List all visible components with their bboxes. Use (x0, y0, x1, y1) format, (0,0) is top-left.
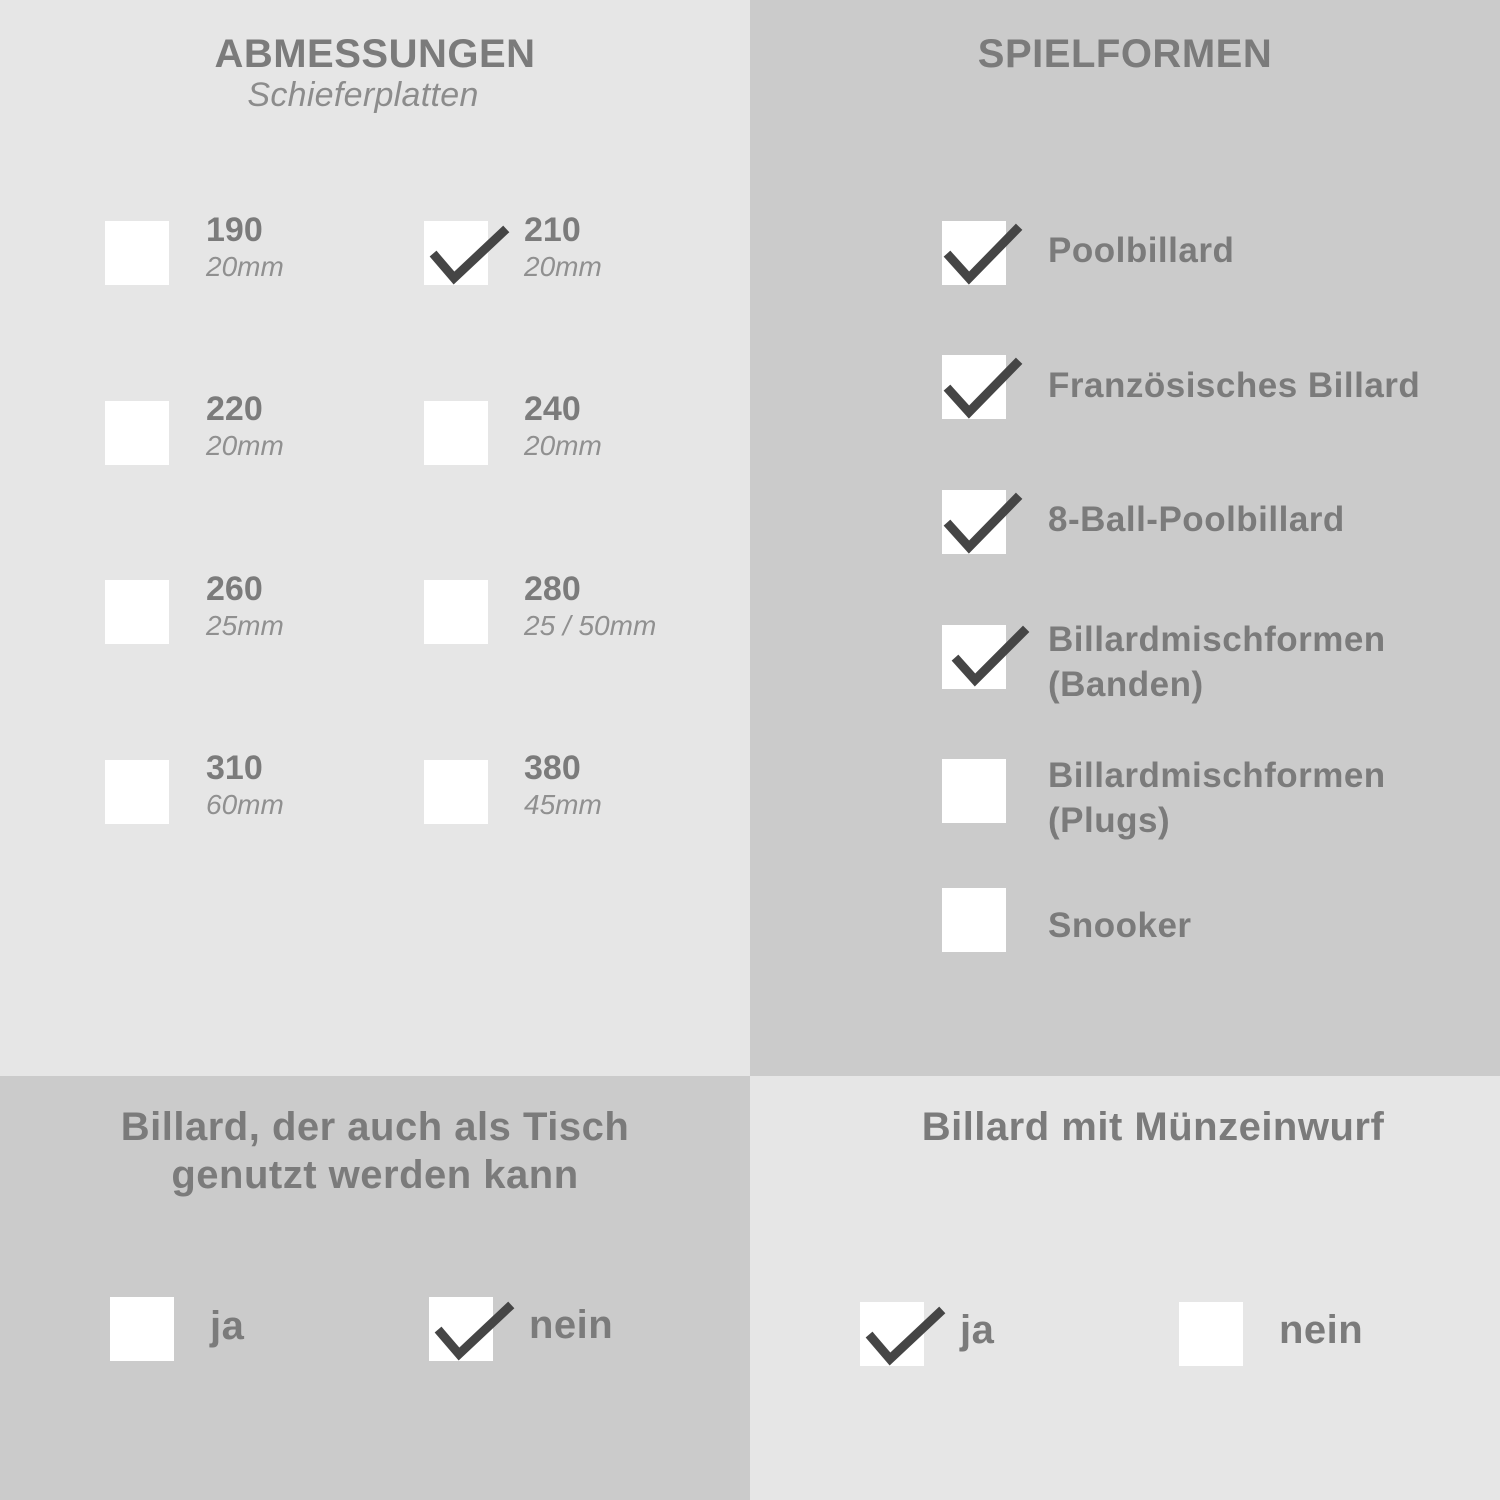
poolbillard-checkmark-icon (938, 212, 1034, 292)
tisch-ja-label: ja (210, 1304, 245, 1348)
size-380-label: 380 (524, 749, 581, 787)
poolbillard-label: Poolbillard (1048, 231, 1235, 270)
size-280-label: 280 (524, 570, 581, 608)
size-210-label: 210 (524, 211, 581, 249)
8-ball-poolbillard-checkmark-icon (938, 481, 1034, 561)
size-280-thickness: 25 / 50mm (524, 610, 657, 641)
size-220-label: 220 (206, 390, 263, 428)
franzoesisches-billard-checkmark-icon (938, 346, 1034, 426)
tisch-nein-label: nein (529, 1303, 614, 1347)
spielformen-title: SPIELFORMEN (977, 32, 1273, 76)
8-ball-poolbillard-label: 8-Ball-Poolbillard (1048, 500, 1345, 539)
size-260-thickness: 25mm (206, 610, 284, 641)
size-220-checkbox[interactable] (105, 401, 169, 465)
size-190-thickness: 20mm (206, 251, 284, 282)
size-220-thickness: 20mm (206, 430, 284, 461)
snooker-label: Snooker (1048, 906, 1192, 945)
tisch-panel (0, 1076, 750, 1500)
tisch-nein-checkmark-icon (425, 1288, 521, 1368)
spielformen-panel (750, 0, 1500, 1076)
billardmischformen-banden-checkmark-icon (938, 616, 1034, 696)
size-280-checkbox[interactable] (424, 580, 488, 644)
size-240-thickness: 20mm (524, 430, 602, 461)
size-310-checkbox[interactable] (105, 760, 169, 824)
franzoesisches-billard-label: Französisches Billard (1048, 366, 1421, 405)
muenzeinwurf-panel (750, 1076, 1500, 1500)
size-380-checkbox[interactable] (424, 760, 488, 824)
billardmischformen-plugs-checkbox[interactable] (942, 759, 1006, 823)
size-310-label: 310 (206, 749, 263, 787)
size-190-label: 190 (206, 211, 263, 249)
muenzeinwurf-ja-label: ja (960, 1308, 995, 1352)
muenzeinwurf-title: Billard mit Münzeinwurf (921, 1105, 1385, 1149)
muenzeinwurf-nein-checkbox[interactable] (1179, 1302, 1243, 1366)
size-260-checkbox[interactable] (105, 580, 169, 644)
tisch-title-line1: Billard, der auch als Tisch (120, 1105, 630, 1149)
size-260-label: 260 (206, 570, 263, 608)
size-310-thickness: 60mm (206, 789, 284, 820)
abmessungen-panel (0, 0, 750, 1076)
billardmischformen-banden-label-line1: Billardmischformen (1048, 620, 1386, 659)
tisch-ja-checkbox[interactable] (110, 1297, 174, 1361)
billardmischformen-banden-label-line2: (Banden) (1048, 665, 1204, 704)
abmessungen-subtitle: Schieferplatten (247, 76, 479, 114)
muenzeinwurf-ja-checkmark-icon (856, 1293, 952, 1373)
size-380-thickness: 45mm (524, 789, 602, 820)
size-210-checkmark-icon (420, 212, 516, 292)
size-190-checkbox[interactable] (105, 221, 169, 285)
billardmischformen-plugs-label-line2: (Plugs) (1048, 801, 1171, 840)
size-210-thickness: 20mm (524, 251, 602, 282)
snooker-checkbox[interactable] (942, 888, 1006, 952)
muenzeinwurf-nein-label: nein (1279, 1308, 1364, 1352)
abmessungen-title: ABMESSUNGEN (214, 32, 536, 76)
size-240-label: 240 (524, 390, 581, 428)
billardmischformen-plugs-label-line1: Billardmischformen (1048, 756, 1386, 795)
size-240-checkbox[interactable] (424, 401, 488, 465)
tisch-title-line2: genutzt werden kann (171, 1153, 579, 1197)
